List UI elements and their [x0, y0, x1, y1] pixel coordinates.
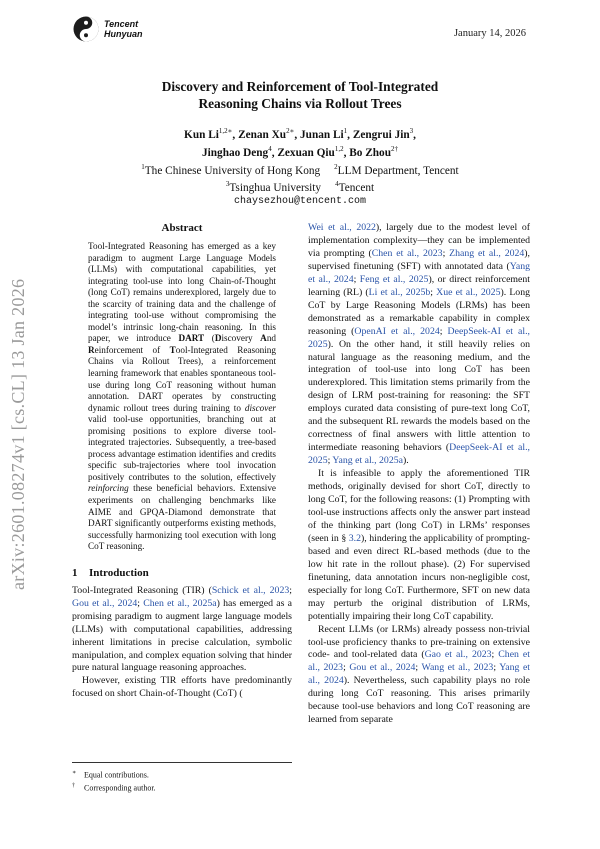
citation-link[interactable]: Gao et al., 2023 — [424, 649, 492, 661]
citation-link[interactable]: Wei et al., 2022 — [308, 222, 376, 233]
affiliation: Tsinghua University — [229, 182, 322, 195]
affiliation: LLM Department, Tencent — [337, 164, 459, 177]
author-name: Bo Zhou — [349, 146, 391, 159]
citation-link[interactable]: Zhang et al., 2024 — [449, 247, 525, 259]
abstract-text: Tool-Integrated Reasoning has emerged as a key paradigm to augment Large Language Models (LLMs) with computational capabilities, yet integrating tool-use into long Chain-of-Thought (long CoT) remains underexplored, largely due to the scarcity of training data and the challenge of integrating tool-use without compromising the model’s intrinsic long-chain reasoning. In this paper, we introduce DART (Discovery And Reinforcement of Tool-Integrated Reasoning Chains via Rollout Trees), a reinforcement learning framework that enables spontaneous tool-use during long CoT reasoning without human annotation. DART operates by constructing dynamic rollout trees during training to discover valid tool-use opportunities, branching out at promising positions to explore diverse tool-integrated trajectories. Subsequently, a tree-based process advantage estimation identifies and credits specific sub-trajectories where tool invocation positively contributes to the solution, effectively reinforcing these beneficial behaviors. Extensive experiments on challenging benchmarks like AIME and GPQA-Diamond demonstrate that DART significantly outperforms existing methods, successfully harmonizing tool execution with long CoT reasoning. — [88, 241, 276, 552]
author-name: Zenan Xu — [238, 128, 287, 141]
citation-link[interactable]: Yang et al., 2024 — [308, 662, 531, 687]
author-name: Kun Li — [184, 128, 219, 141]
logo-line-2: Hunyuan — [104, 29, 143, 39]
arxiv-identifier: arXiv:2601.08274v1 [cs.CL] 13 Jan 2026 — [8, 278, 28, 590]
citation-link[interactable]: Schick et al., 2023 — [211, 584, 290, 596]
section-title: Introduction — [89, 566, 149, 579]
paragraph: It is infeasible to apply the aforementioned TIR methods, originally devised for short CoT, directly to long CoT, for the following reasons: (1) Prompting with tool-use instructions affects only the answer part instead of the thinking part (long CoT) in LRMs’ responses (seen in § 3.2), hindering the applicability of prompting-based and even direct RL-based methods (due to the low hit rate in the rollout phase). (2) For supervised finetuning, data annotation incurs non-negligible cost, especially for long CoT. Furthermore, SFT on new data may perturb the original distribution of LRMs, potentially impairing their long CoT capability. — [308, 468, 530, 622]
footnote-corresponding-author: † Corresponding author. — [72, 782, 156, 793]
author-affil: 2† — [391, 144, 398, 153]
paragraph: Recent LLMs (or LRMs) already possess non-trivial tool-use proficiency thanks to pre-training on extensive code- and tool-related data (Gao et al., 2023; Chen et al., 2023; Gou et al., 2024; Wang et al., 2023; Yang et al., 2024). Nevertheless, such capability plays no role during long CoT reasoning. This arises primarily because tool-use behaviors and long CoT reasoning are learned from separate — [308, 623, 531, 726]
abstract-heading: Abstract — [161, 222, 203, 234]
citation-link[interactable]: Li et al., 2025b — [368, 286, 431, 298]
title-line-1: Discovery and Reinforcement of Tool-Integrated — [161, 79, 439, 94]
citation-link[interactable]: Chen et al., 2023 — [308, 649, 531, 674]
section-heading-introduction — [72, 567, 292, 579]
dart-name: DART — [178, 333, 205, 344]
author-names-line-1: Kun $Li^{1,2∗}$, Zenan $Xu^{2∗}$, Junan Li$^1$, Zengrui Jin$^3$, — [184, 127, 416, 141]
paragraph: Tool-Integrated Reasoning (TIR) (Schick et al., 2023; Gou et al., 2024; Chen et al., 2025a) has emerged as a promising paradigm to augment large language models (LLMs) with computational capabilities, addressing inherent limitations in precise calculation, symbolic manipulation, and complex equation solving that hinder pure natural language reasoning approaches. — [72, 584, 292, 674]
citation-link[interactable]: OpenAI et al., 2024 — [354, 325, 440, 337]
author-affil: 1,2 — [334, 144, 344, 153]
left-column — [72, 222, 292, 701]
right-column — [308, 222, 530, 727]
author-affil: 3 — [409, 127, 414, 135]
logo-wordmark — [104, 19, 143, 39]
tencent-hunyuan-logo — [72, 14, 143, 44]
contact-email: chaysezhou@tencent.com — [233, 196, 367, 208]
citation-link[interactable]: Gou et al., 2024 — [72, 597, 138, 609]
hunyuan-logo-icon — [72, 15, 100, 43]
footnote-equal-contribution: ∗ Equal contributions. — [72, 770, 149, 780]
paragraph: However, existing TIR efforts have predominantly focused on short Chain-of-Thought (CoT) ( — [72, 675, 292, 700]
author-names-line-2: Jinghao Deng$^4$, Zexuan Qiu$^{1,2}$, Bo Zhou$^{2\dagger}$ — [201, 144, 398, 159]
citation-link[interactable]: DeepSeek-AI et al., 2025 — [308, 325, 530, 350]
title-line-2: Reasoning Chains via Rollout Trees — [198, 96, 402, 111]
section-ref-link[interactable]: 3.2 — [348, 532, 361, 544]
affiliations-line-2: $^3$Tsinghua University $^4$Tencent — [225, 180, 375, 195]
affiliation: Tencent — [338, 182, 375, 195]
author-name: Jinghao Deng — [201, 146, 269, 159]
section-number: 1 — [72, 566, 78, 579]
author-name: Junan Li — [300, 128, 344, 141]
author-affil: 4 — [268, 144, 272, 153]
citation-link[interactable]: Xue et al., 2025 — [436, 286, 501, 298]
logo-line-1: Tencent — [104, 19, 139, 29]
footnotes — [72, 762, 292, 793]
header-date: January 14, 2026 — [453, 28, 526, 39]
citation-link[interactable]: Chen et al., 2023 — [371, 247, 443, 259]
affiliation: The Chinese University of Hong Kong — [144, 164, 321, 177]
citation-link[interactable]: Yang et al., 2025a — [332, 455, 403, 467]
author-name: Zengrui Jin — [352, 128, 410, 141]
citation-link[interactable]: Chen et al., 2025a — [143, 597, 217, 609]
citation-link[interactable]: DeepSeek-AI et al., 2025 — [308, 442, 530, 467]
author-affil: 1,2∗ — [218, 127, 233, 135]
author-name: Zexuan Qiu — [277, 146, 335, 159]
author-affil: 2∗ — [286, 127, 295, 135]
paragraph-continued: Wei et al., 2022), largely due to the modest level of implementation complexity—they can be implemented via prompting (Chen et al., 2023; Zhang et al., 2024), supervised finetuning (SFT) with annotated data (Yang et al., 2024; Feng et al., 2025), or direct reinforcement learning (RL) (Li et al., 2025b; Xue et al., 2025). Long CoT by Large Reasoning Models (LRMs) has been demonstrated as a remarkable capability in complex reasoning (OpenAI et al., 2024; DeepSeek-AI et al., 2025). On the other hand, it still heavily relies on natural language as the reasoning medium, and the integration of tool-use into long CoT has been underexplored. This limitation stems primarily from the design of LRM post-training for reasoning: the SFT employs curated data consisting of pure-text long CoT, and the subsequent RL rewards the models based on the correctness of final answers with little attention to intermediate reasoning behaviors (DeepSeek-AI et al., 2025; Yang et al., 2025a). — [308, 222, 531, 467]
author-block — [100, 124, 500, 209]
citation-link[interactable]: Gou et al., 2024 — [349, 662, 416, 674]
citation-link[interactable]: Feng et al., 2025 — [359, 273, 429, 285]
intro-left-text — [72, 585, 292, 702]
citation-link[interactable]: Wang et al., 2023 — [421, 662, 494, 674]
citation-link[interactable]: Yang et al., 2024 — [308, 260, 530, 285]
affiliations-line-1: $^1$The Chinese University of Hong Kong $^2$LLM Department, Tencent — [141, 162, 459, 177]
author-affil: 1 — [343, 127, 348, 135]
paper-title — [100, 78, 500, 112]
